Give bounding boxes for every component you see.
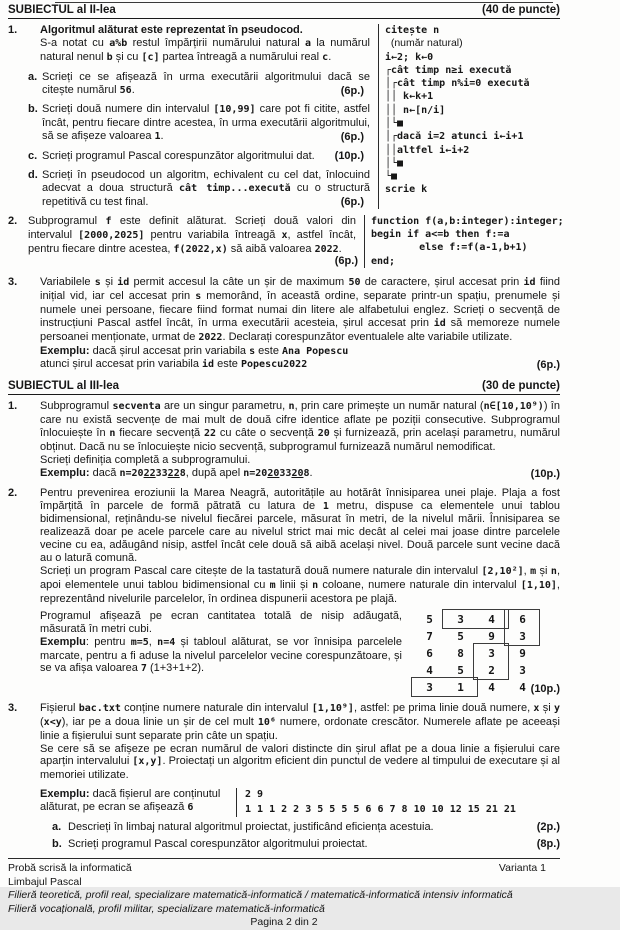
- matrix-cell: 7: [426, 629, 433, 643]
- task-line: Scrieți definiția completă a subprogramului.: [40, 453, 251, 466]
- marked-parcels-box: [411, 677, 478, 697]
- subitem-text: Descrieți în limbaj natural algoritmul proiectat, justificând eficiența acestuia.: [68, 821, 434, 834]
- matrix-cell: 4: [488, 612, 495, 626]
- page-footer: [8, 858, 560, 930]
- file-line-1: 2 9: [245, 789, 264, 801]
- section-title: SUBIECTUL al III-lea: [8, 380, 119, 393]
- item-ii-1: [8, 24, 560, 209]
- footer-variant: Varianta 1: [498, 862, 546, 875]
- item-heading: Algoritmul alăturat este reprezentat în pseudocod.: [40, 23, 303, 36]
- subitem-text: Scrieți programul Pascal corespunzător algoritmului dat.: [42, 150, 315, 163]
- item-number: 1.: [8, 400, 18, 413]
- item-ii-3: [8, 276, 560, 372]
- section-points: (40 de puncte): [482, 4, 560, 16]
- item-number: 3.: [8, 275, 18, 288]
- matrix-cell: 4: [426, 663, 433, 677]
- subitem-b: [40, 838, 560, 851]
- file-line-2: 1 1 1 2 2 3 5 5 5 5 6 6 7 8 10 10 12 15 21 21: [245, 803, 516, 815]
- item-ii-2-body: [28, 215, 364, 268]
- example-line: [40, 467, 560, 481]
- matrix-cell: 9: [488, 629, 495, 643]
- example-text-line-1: Exemplu: dacă fișierul are conținutul: [40, 788, 221, 801]
- item-text: Subprogramul f este definit alăturat. Scrieți două valori din intervalul [2000,2025] pentru variabila întreagă x, astfel încât, pentru fiecare dintre acestea, f(2022,x) să aibă valoarea 2022.: [28, 214, 356, 255]
- item-iii-1-body: [28, 400, 560, 480]
- level-matrix: [414, 611, 538, 696]
- marked-parcels-box: [473, 643, 509, 680]
- pascal-code: function f(a,b:integer):integer; begin if a<=b then f:=a else f:=f(a-1,b+1) end;: [371, 215, 564, 267]
- matrix-cell: 3: [457, 612, 464, 626]
- example-left: [40, 610, 402, 696]
- subitem-d: [28, 169, 370, 209]
- example-row: [40, 788, 560, 817]
- subitem-label: d.: [28, 169, 38, 182]
- subitem-label: b.: [28, 103, 38, 116]
- footer-page-number: Pagina 2 din 2: [250, 916, 318, 929]
- paragraph-2: Se cere să se afișeze pe ecran numărul de valori distincte din șirul aflat pe a doua linie a fișierului care aparțin intervalului [x,y]. Proiectați un algoritm eficient din punctul de vedere al timpului de executare și al memoriei utilizate.: [40, 742, 560, 782]
- item-number: 2.: [8, 214, 18, 227]
- subitem-label: c.: [28, 150, 38, 163]
- matrix-cell: 8: [457, 646, 464, 660]
- item-points: (6p.): [536, 359, 560, 372]
- paragraph-1: Pentru prevenirea eroziunii la Marea Neagră, autoritățile au hotărât înnisiparea unei plaje. Plaja a fost împărțită în parcele de formă pătrată cu latura de 1 metru, dispuse ca elementele unui tablou bidimensional, reținându-se nivelul fiecărei parcele, măsurat în metri, de la nivelul mării. Înnisiparea se realizează doar pe acele parcele care au nivelul strict mai mic decât al celei mai joase dintre parcelele vecine cu ea, adăugând nisip, astfel încât cele două să aibă același nivel. Două parcele sunt vecine dacă au o latură comună.: [40, 486, 560, 565]
- subitem-points: (6p.): [340, 195, 364, 208]
- item-text: Variabilele s și id permit accesul la câte un șir de maximum 50 de caractere, șirul accesat prin id fiind inițial vid, iar cel accesat prin s memorând, în această ordine, separate printr-un spațiu, prenumele și numele unei persoane, fiecare fiind format numai din litere ale alfabetului englez. Scrieți o secvență de instrucțiuni Pascal astfel încât, în urma executării acesteia, șirul accesat prin id să memoreze numele persoanei menționate, urmat de 2022. Declarați corespunzător eventualele alte variabile utilizate.: [40, 275, 561, 343]
- subitem-a: [28, 71, 370, 98]
- subitem-points: (10p.): [334, 150, 364, 163]
- example-line-text: Exemplu: dacă n=202233228, după apel n=202033208.: [40, 466, 313, 479]
- marked-parcels-box: [442, 609, 509, 629]
- item-iii-2-body: [28, 487, 560, 696]
- matrix-cell: 1: [457, 680, 464, 694]
- file-content-panel: [236, 788, 560, 817]
- item-ii-1-body: [28, 24, 378, 209]
- subitem-label: a.: [28, 70, 38, 83]
- item-ii-2: [8, 214, 564, 268]
- subject3-header: [8, 380, 560, 395]
- matrix-cell: 3: [519, 663, 526, 677]
- subject2-header: [8, 4, 560, 19]
- paragraph-1: Fișierul bac.txt conține numere naturale din intervalul [1,10⁹], astfel: pe prima linie două numere, x și y (x<y), iar pe a doua linie un șir de cel mult 10⁶ numere, ordonate crescător. Numerele aflate pe aceeași linie a fișierului sunt separate prin câte un spațiu.: [40, 701, 560, 742]
- item-text: Subprogramul secventa are un singur parametru, n, prin care primește un număr natural (n∈[10,10⁹)) în care nu există secvențe de mai mult de două cifre identice aflate pe poziții consecutive. Subprogramul înlocuiește în n fiecare secvență 22 cu câte o secvență 20 și furnizează, prin același parametru, numărul obținut. Dacă nu se înlocuiește nicio secvență, subprogramul furnizează numărul nemodificat.: [40, 400, 560, 453]
- pseudocode: citește n (număr natural) i←2; k←0 ┌cât timp n≥i execută │┌cât timp n%i=0 execută ││ k←k+1 ││ n←[n/i] │└■ │┌dacă i=2 atunci i←i+1 ││altfel i←i+2 │└■ └■ scrie k: [385, 24, 530, 196]
- matrix-cell: 5: [457, 629, 464, 643]
- matrix-cell: 3: [519, 629, 526, 643]
- item-points: (6p.): [334, 255, 358, 268]
- item-number: 3.: [8, 701, 18, 714]
- matrix-cell: 4: [519, 680, 526, 694]
- subitem-points: (6p.): [340, 84, 364, 97]
- section-title: SUBIECTUL al II-lea: [8, 4, 116, 16]
- paragraph-2: Scrieți un program Pascal care citește de la tastatură două numere naturale din intervalul [2,10²], m și n, apoi elementele unui tablou bidimensional cu m linii și n coloane, numere naturale din intervalul [1,10], reprezentând nivelurile parcelelor, în ordinea dispunerii acestora pe plajă.: [40, 565, 560, 605]
- matrix-cell: 5: [426, 612, 433, 626]
- footer-profile-1: Filieră teoretică, profil real, specializare matematică-informatică / matematică-informatică intensiv informatică: [8, 889, 513, 902]
- subitem-points: (6p.): [340, 131, 364, 144]
- footer-profile-2: Filieră vocațională, profil militar, specializare matematică-informatică: [8, 902, 325, 915]
- matrix-cell: 6: [519, 612, 526, 626]
- example-text: [40, 788, 236, 817]
- item-ii-3-body: [28, 276, 560, 372]
- example-line-1: Exemplu: dacă șirul accesat prin variabila s este Ana Popescu: [40, 344, 349, 357]
- item-number: 2.: [8, 486, 18, 499]
- matrix-cell: 9: [519, 646, 526, 660]
- example-line-2-text: atunci șirul accesat prin variabila id este Popescu2022: [40, 358, 308, 371]
- matrix-cell: 3: [488, 646, 495, 660]
- example-text-1: Programul afișează pe ecran cantitatea totală de nisip adăugată, măsurată în metri cubi.: [40, 609, 402, 635]
- matrix-cell: 5: [457, 663, 464, 677]
- subitem-points: (8p.): [536, 838, 560, 851]
- item-iii-3-body: [28, 702, 560, 851]
- item-iii-3: [8, 702, 560, 851]
- subitem-label: b.: [52, 838, 62, 851]
- matrix-cell: 3: [426, 680, 433, 694]
- marked-parcels-box: [504, 609, 540, 646]
- footer-language: Limbajul Pascal: [8, 875, 82, 888]
- top-partial-line: [55, 2, 553, 3]
- subitem-text: Scrieți două numere din intervalul [10,99] care pot fi citite, astfel încât, pentru fiecare dintre acestea, în urma executării algoritmului, să se afișeze valoarea 1.: [42, 103, 370, 143]
- item-intro: S-a notat cu a%b restul împărțirii numărului natural a la numărul natural nenul b și cu [c] partea întreagă a numărului real c.: [40, 36, 370, 63]
- section-points: (30 de puncte): [482, 380, 560, 393]
- item-points: (10p.): [530, 467, 560, 480]
- pseudocode-panel: [378, 24, 560, 209]
- subitem-text: Scrieți programul Pascal corespunzător algoritmului proiectat.: [68, 838, 368, 851]
- footer-exam-name: Probă scrisă la informatică: [8, 862, 132, 875]
- matrix-cell: 2: [488, 663, 495, 677]
- example-line-2: [40, 358, 560, 372]
- example-row: [40, 610, 560, 696]
- matrix-cell: 6: [426, 646, 433, 660]
- subitem-label: a.: [52, 821, 62, 834]
- example-text-line-2: alăturat, pe ecran se afișează 6: [40, 801, 194, 814]
- subitem-b: [28, 103, 370, 144]
- subitem-text: Scrieți ce se afișează în urma executării algoritmului dacă se citește numărul 56.: [42, 70, 370, 96]
- pascal-code-panel: [364, 215, 564, 268]
- item-points: (10p.): [530, 682, 560, 695]
- subitem-points: (2p.): [536, 821, 560, 834]
- subitem-c: [28, 150, 370, 163]
- subitem-a: [40, 821, 560, 834]
- item-iii-2: [8, 487, 560, 696]
- item-iii-1: [8, 400, 560, 480]
- subitem-text: Scrieți în pseudocod un algoritm, echivalent cu cel dat, înlocuind adecvat a doua structură cât timp...execută cu o structură repetitivă cu test final.: [42, 169, 370, 208]
- item-number: 1.: [8, 23, 18, 36]
- example-text-2: Exemplu: pentru m=5, n=4 și tabloul alăturat, se vor înnisipa parcelele marcate, pentru a fi aduse la nivelul parcelelor vecine corespunzătoare, și se va afișa valoarea 7 (1+3+1+2).: [40, 635, 402, 675]
- matrix-cell: 4: [488, 680, 495, 694]
